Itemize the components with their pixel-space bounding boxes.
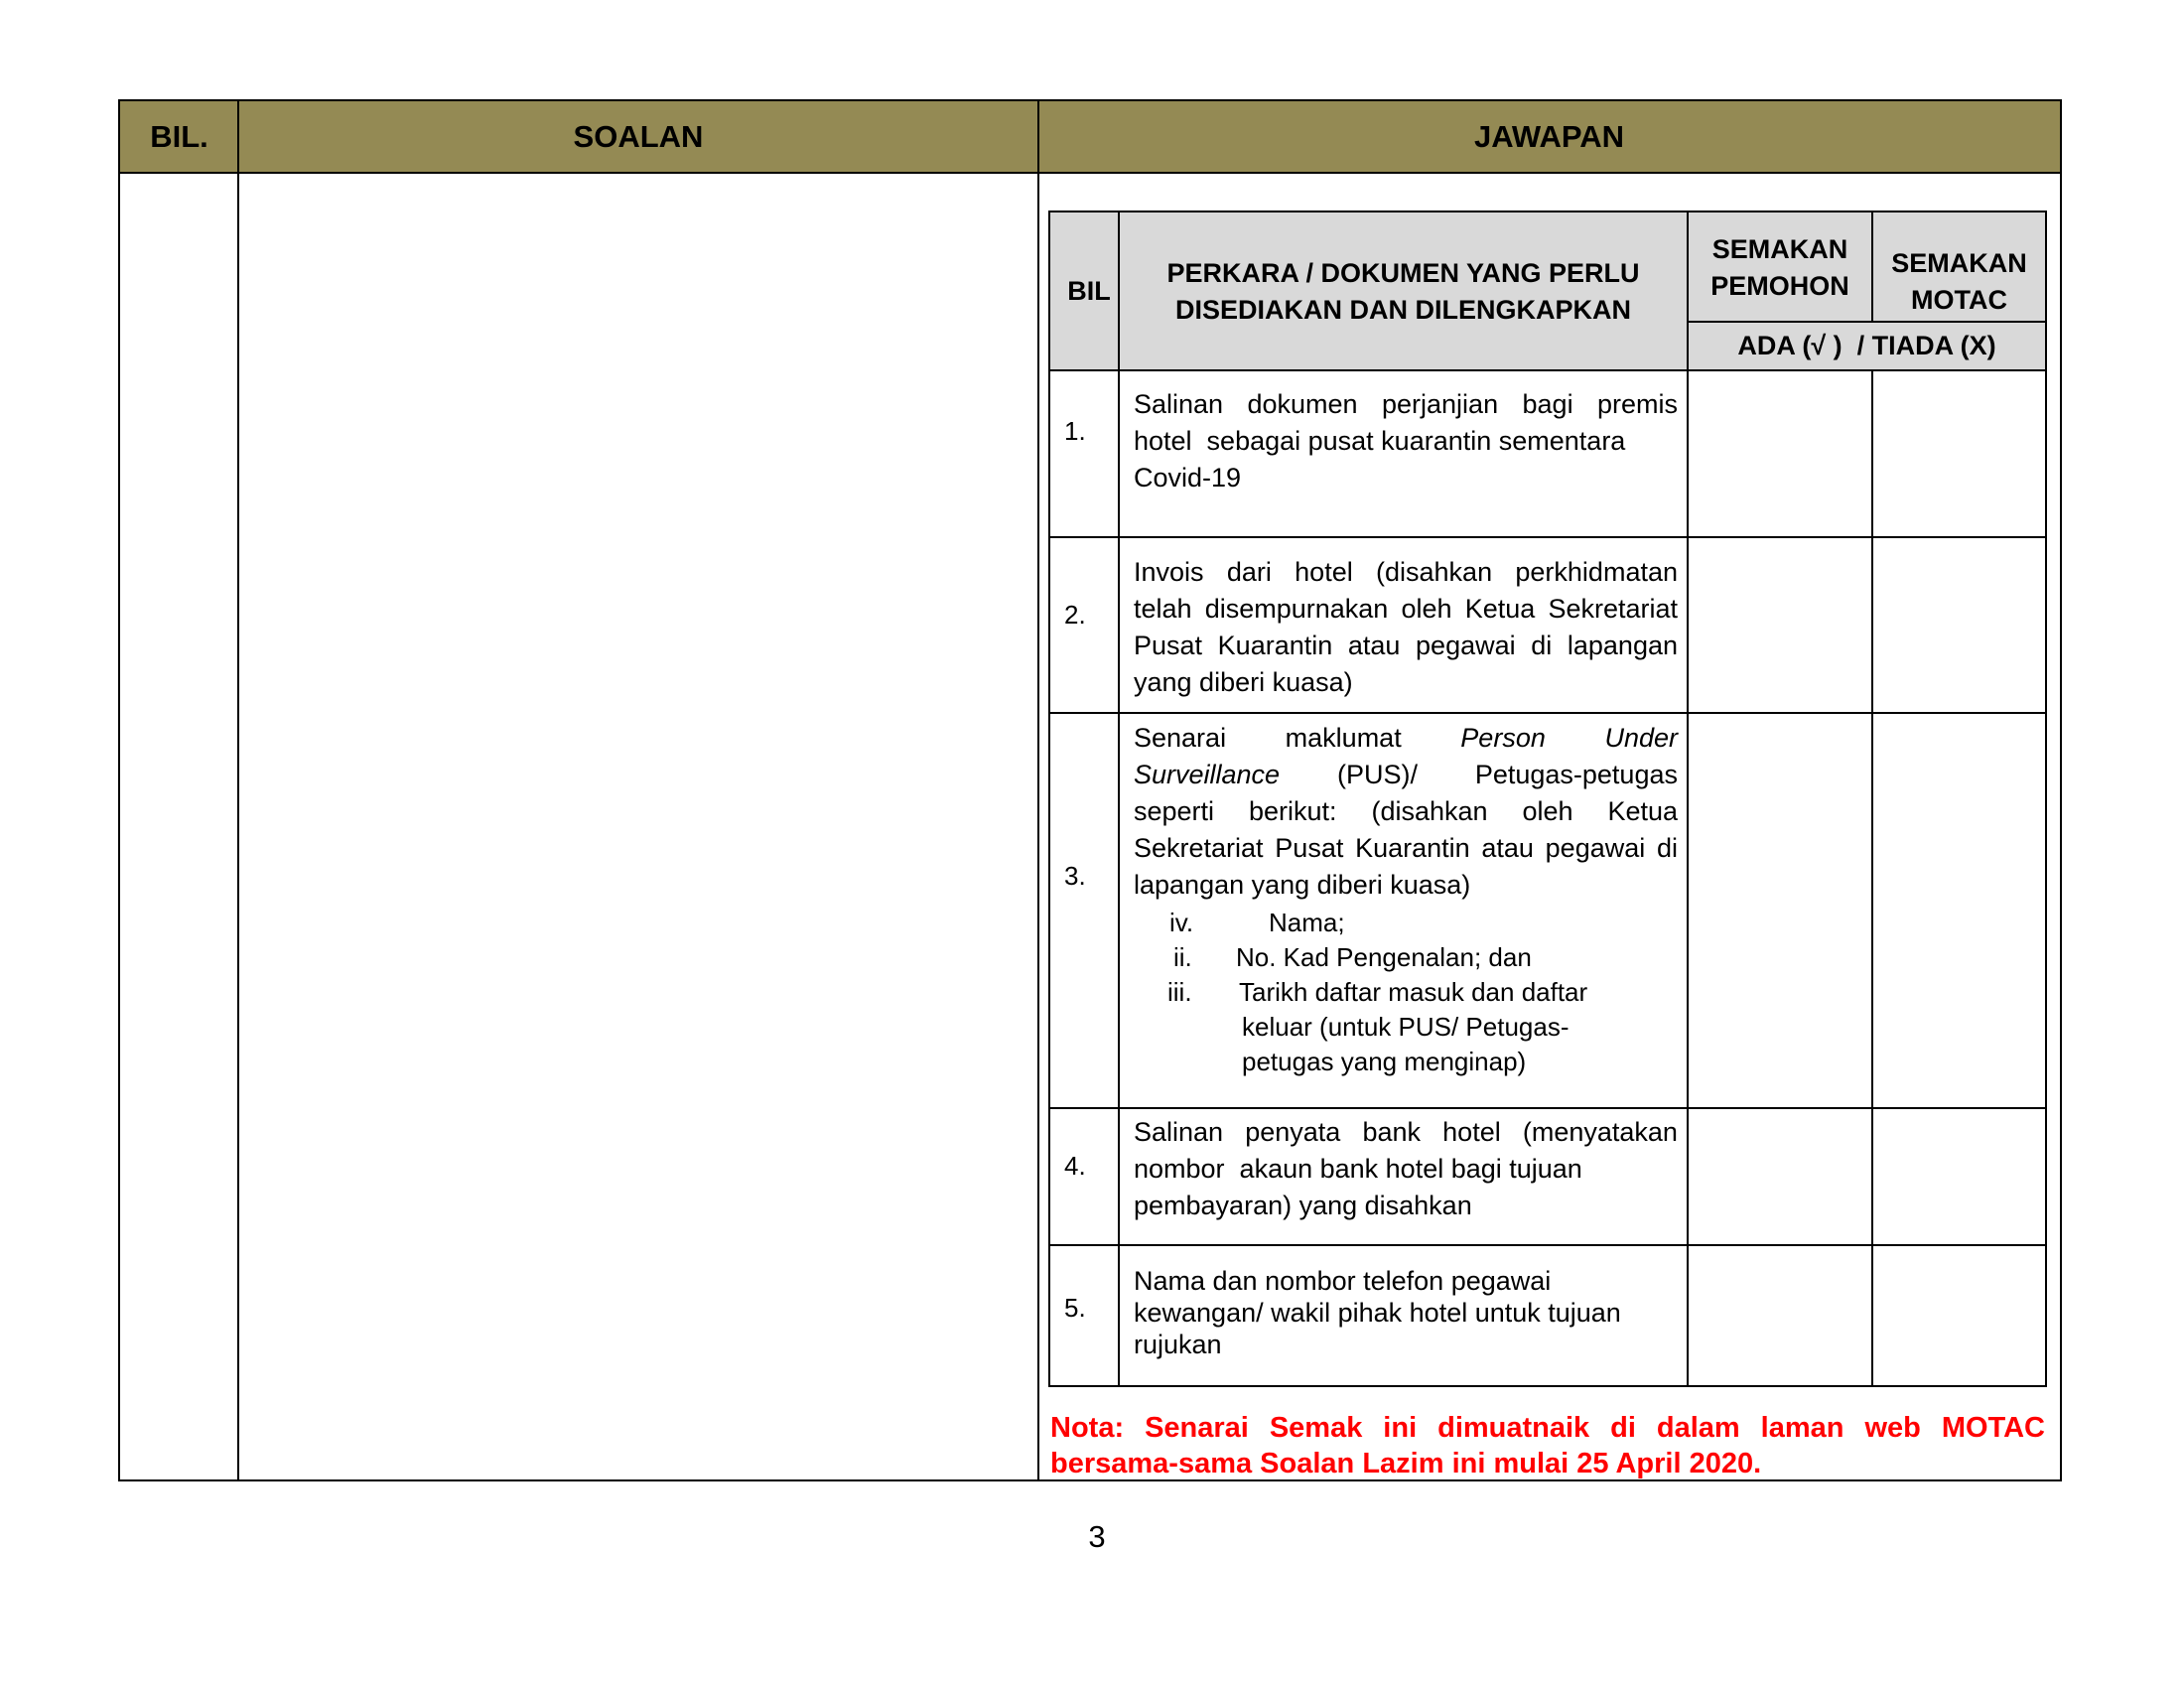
row-number: 5.	[1064, 1293, 1086, 1323]
row-5-line: rujukan	[1134, 1330, 1222, 1359]
subitem-marker: iv.	[1169, 908, 1194, 937]
row-1-line	[1134, 386, 1678, 423]
checklist-header-semakan-motac	[1873, 244, 2045, 320]
checklist-header-perkara-line: PERKARA / DOKUMEN YANG PERLU	[1166, 258, 1640, 288]
word: bagi	[1522, 389, 1573, 419]
word: hotel	[1442, 1117, 1501, 1147]
header-soalan: SOALAN	[238, 101, 1038, 174]
word: Senarai	[1134, 723, 1227, 753]
checklist-header-semakan-line: PEMOHON	[1710, 271, 1849, 301]
word: perjanjian	[1382, 389, 1499, 419]
checklist-table	[1048, 211, 2047, 1387]
row-1-line: Covid-19	[1134, 463, 1242, 492]
nota-text: Nota: Senarai Semak ini dimuatnaik di dalam laman web MOTAC bersama-sama Soalan Lazim ini mulai 25 April 2020.	[1050, 1412, 2045, 1479]
word: dokumen	[1247, 389, 1358, 419]
row-3-line	[1134, 720, 1678, 757]
checklist-divider	[1050, 712, 2045, 714]
word: Surveillance	[1134, 760, 1281, 789]
row-4-line	[1134, 1114, 1678, 1151]
row-5-text	[1134, 1265, 1678, 1360]
row-4-line: nombor akaun bank hotel bagi tujuan	[1134, 1154, 1582, 1184]
checklist-header-semakan-line: MOTAC	[1911, 285, 2007, 315]
word: maklumat	[1285, 723, 1402, 753]
checklist-header-bil: BIL	[1067, 275, 1111, 306]
word: Salinan	[1134, 1117, 1224, 1147]
subitem-text-continued: petugas yang menginap)	[1242, 1047, 1527, 1076]
subitem-text-continued: keluar (untuk PUS/ Petugas-	[1242, 1012, 1570, 1042]
header-bil: BIL.	[120, 101, 238, 174]
row-3-line	[1134, 757, 1678, 793]
word: (menyatakan	[1522, 1117, 1678, 1147]
checklist-divider	[1050, 369, 2045, 371]
checklist-header-ada-tiada: ADA (√ ) / TIADA (X)	[1737, 331, 1996, 360]
row-1-line: hotel sebagai pusat kuarantin sementara	[1134, 426, 1626, 456]
checklist-header-semakan-pemohon	[1689, 230, 1871, 306]
checklist-divider	[1687, 212, 1689, 1385]
row-3-line: seperti berikut: (disahkan oleh Ketua Sekretariat Pusat Kuarantin atau pegawai di lapangan yang diberi kuasa)	[1134, 796, 1678, 900]
subitem-text: Nama;	[1269, 908, 1345, 937]
word: penyata	[1245, 1117, 1341, 1147]
checklist-header-semakan-line: SEMAKAN	[1891, 248, 2027, 278]
row-4-text	[1134, 1114, 1678, 1224]
subitem-text: Tarikh daftar masuk dan daftar	[1239, 977, 1588, 1007]
row-5-line: kewangan/ wakil pihak hotel untuk tujuan	[1134, 1298, 1621, 1328]
checklist-header-semakan-line: SEMAKAN	[1711, 234, 1848, 264]
column-divider	[237, 101, 239, 1479]
row-2-text: Invois dari hotel (disahkan perkhidmatan telah disempurnakan oleh Ketua Sekretariat Pusat Kuarantin atau pegawai di lapangan yang diberi kuasa)	[1134, 557, 1678, 697]
row-5-line: Nama dan nombor telefon pegawai	[1134, 1266, 1552, 1296]
page-number: 3	[1088, 1519, 1106, 1554]
checklist-divider	[1050, 536, 2045, 538]
word: (PUS)/	[1336, 760, 1418, 789]
word: premis	[1596, 389, 1678, 419]
word: Under	[1604, 723, 1678, 753]
checklist-divider	[1118, 212, 1120, 1385]
subitem-marker: iii.	[1167, 977, 1192, 1007]
column-divider	[1037, 101, 1039, 1479]
checklist-divider	[1871, 371, 1873, 1385]
checklist-header-perkara-line: DISEDIAKAN DAN DILENGKAPKAN	[1174, 295, 1631, 325]
row-1-text	[1134, 386, 1678, 496]
row-number: 4.	[1064, 1151, 1086, 1181]
subitem-text: No. Kad Pengenalan; dan	[1236, 942, 1532, 972]
checklist-divider	[1050, 1107, 2045, 1109]
word: Petugas-petugas	[1474, 760, 1678, 789]
row-number: 2.	[1064, 600, 1086, 630]
checklist-header-perkara	[1120, 252, 1687, 332]
header-jawapan: JAWAPAN	[1038, 101, 2060, 174]
word: bank	[1362, 1117, 1422, 1147]
row-4-line: pembayaran) yang disahkan	[1134, 1191, 1472, 1220]
subitem-marker: ii.	[1173, 942, 1192, 972]
word: Person	[1460, 723, 1546, 753]
row-number: 1.	[1064, 416, 1086, 446]
word: Salinan	[1134, 389, 1224, 419]
row-number: 3.	[1064, 861, 1086, 891]
checklist-divider	[1050, 1244, 2045, 1246]
row-3-text	[1134, 720, 1678, 904]
